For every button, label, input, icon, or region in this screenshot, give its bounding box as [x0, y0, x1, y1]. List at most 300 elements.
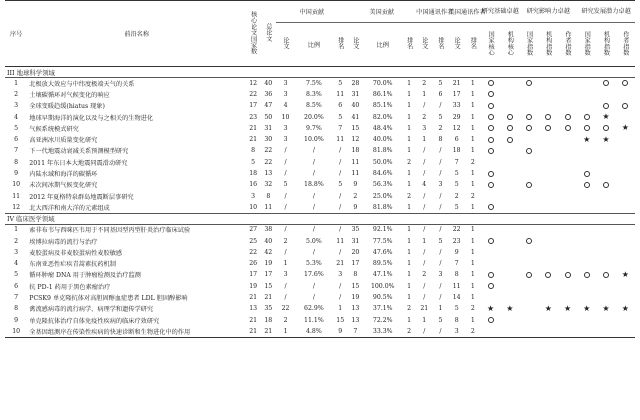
- cell-name: 循环肿瘤 DNA 用于肿瘤检测及治疗监测: [29, 272, 141, 280]
- cell-d: /: [312, 226, 315, 234]
- cell-e: 7: [338, 124, 343, 132]
- table-row: [5, 281, 635, 292]
- cell-e: 21: [336, 260, 345, 268]
- cell-j: 5: [438, 79, 443, 87]
- cell-h: 1: [407, 226, 412, 234]
- cell-i: 1: [422, 237, 427, 245]
- cell-j: /: [432, 202, 448, 213]
- cell-f: 2: [353, 192, 358, 200]
- header-no: 序号: [5, 1, 27, 67]
- cell-name: 东南亚恶性疟疾青蒿素抗药机制: [29, 261, 116, 269]
- cell-f: 40: [351, 102, 360, 110]
- cell-b: 21: [264, 293, 273, 301]
- cell-f: 28: [351, 79, 360, 87]
- header-cn-rank: 排名: [333, 23, 347, 67]
- empty-mark: [519, 157, 538, 168]
- cell-g: 48.4%: [372, 124, 393, 132]
- empty-mark: [539, 134, 558, 145]
- empty-mark: [558, 326, 577, 337]
- cell-e: 9: [333, 326, 347, 337]
- header-impact-inst: 机构指数: [539, 23, 558, 67]
- cell-i: /: [423, 147, 426, 155]
- cell-name: 全球变暖趋缓(hiatus 现象): [29, 103, 105, 111]
- empty-mark: [539, 314, 558, 325]
- empty-mark: [539, 281, 558, 292]
- cell-l: 1: [470, 271, 475, 279]
- cell-b: 47: [264, 102, 273, 110]
- cell-no: 12: [5, 202, 27, 213]
- cell-h: 2: [407, 192, 412, 200]
- circle-mark-icon: [500, 111, 519, 122]
- cell-a: 18: [249, 170, 258, 178]
- empty-mark: [577, 202, 596, 213]
- header-impact: 研究影响力卓越: [519, 1, 577, 23]
- cell-b: 30: [264, 136, 273, 144]
- cell-name: 高亚洲冰川质量变化研究: [29, 137, 98, 145]
- cell-k: 8: [454, 271, 459, 279]
- cell-no: 1: [14, 79, 19, 87]
- cell-f: 13: [351, 305, 360, 313]
- empty-mark: [539, 145, 558, 156]
- cell-g: 84.6%: [372, 170, 393, 178]
- cell-d: /: [312, 147, 315, 155]
- circle-mark-icon: [577, 168, 596, 179]
- cell-i: /: [416, 202, 432, 213]
- cell-j: 6: [438, 90, 443, 98]
- table-row: [5, 326, 635, 337]
- cell-k: 23: [452, 237, 461, 245]
- empty-mark: [481, 247, 500, 258]
- cell-name: 土壤碳循环对气候变化的响应: [29, 91, 110, 99]
- cell-d: 4.8%: [295, 326, 333, 337]
- cell-a: 22: [249, 248, 258, 256]
- cell-g: 100.0%: [370, 282, 395, 290]
- cell-a: 17: [249, 102, 258, 110]
- table-row: [5, 134, 635, 145]
- empty-mark: [539, 224, 558, 235]
- cell-d: /: [312, 192, 315, 200]
- header-basic-inst: 机构核心: [500, 23, 519, 67]
- cell-a: 21: [249, 316, 258, 324]
- header-core-country: 核心论文国家数: [246, 1, 260, 67]
- cell-k: 9: [454, 248, 459, 256]
- cell-d: /: [312, 170, 315, 178]
- cell-e: 5: [338, 181, 343, 189]
- cell-b: 8: [266, 192, 271, 200]
- empty-mark: [558, 190, 577, 201]
- cell-f: 41: [351, 113, 360, 121]
- cell-g: 47.6%: [372, 248, 393, 256]
- header-potential: 研究发展潜力卓越: [577, 1, 635, 23]
- circle-mark-icon: [481, 235, 500, 246]
- cell-b: 22: [264, 147, 273, 155]
- cell-e: 5: [338, 113, 343, 121]
- cell-i: /: [423, 170, 426, 178]
- empty-mark: [596, 202, 615, 213]
- cell-i: 21: [420, 305, 429, 313]
- star-mark-icon: ★: [621, 269, 629, 279]
- section-title: IV 临床医学领域: [5, 213, 635, 224]
- circle-mark-icon: [481, 179, 500, 190]
- star-mark-icon: ★: [602, 134, 610, 144]
- cell-l: 1: [470, 282, 475, 290]
- cell-j: /: [439, 147, 442, 155]
- star-mark-icon: ★: [602, 303, 610, 313]
- empty-mark: [539, 168, 558, 179]
- cell-a: 22: [249, 90, 258, 98]
- cell-h: 1: [407, 260, 412, 268]
- table-row: [5, 179, 635, 190]
- circle-mark-icon: [558, 111, 577, 122]
- empty-mark: [616, 314, 635, 325]
- star-mark-icon: ★: [563, 303, 572, 313]
- table-row: [5, 78, 635, 89]
- cell-k: 7: [454, 260, 459, 268]
- header-potential-author: 作者指数: [616, 23, 635, 67]
- empty-mark: [500, 168, 519, 179]
- table-row: [5, 247, 635, 258]
- circle-mark-icon: [596, 269, 615, 280]
- cell-j: 3: [438, 181, 443, 189]
- empty-mark: [539, 292, 558, 303]
- empty-mark: [481, 292, 500, 303]
- empty-mark: [500, 292, 519, 303]
- empty-mark: [500, 157, 519, 168]
- circle-mark-icon: [481, 269, 500, 280]
- empty-mark: [539, 179, 558, 190]
- cell-j: /: [439, 226, 442, 234]
- cell-no: 3: [14, 248, 19, 256]
- star-mark-icon: ★: [583, 134, 591, 144]
- cell-h: 1: [407, 90, 412, 98]
- cell-no: 3: [14, 102, 19, 110]
- empty-mark: [616, 179, 635, 190]
- circle-mark-icon: [596, 100, 615, 111]
- cell-no: 5: [14, 271, 19, 279]
- cell-l: 1: [470, 226, 475, 234]
- section-header: [5, 213, 635, 224]
- header-china-corr: 中国通讯作者: [416, 1, 448, 23]
- circle-mark-icon: [596, 179, 615, 190]
- cell-b: 22: [264, 158, 273, 166]
- cell-e: /: [339, 158, 342, 166]
- cell-name: 北大西洋和南大洋的元素组成: [27, 202, 246, 213]
- cell-f: 12: [351, 136, 360, 144]
- cell-no: 5: [14, 124, 19, 132]
- cell-name: 地球早期海洋的演化以及与之相关的生物进化: [29, 114, 154, 122]
- cell-k: 5: [454, 181, 459, 189]
- cell-name: 下一代地震动衰减关系预测模型研究: [29, 148, 129, 156]
- cell-c: 3: [283, 271, 288, 279]
- empty-mark: [558, 78, 577, 89]
- cell-c: 3: [283, 124, 288, 132]
- circle-mark-icon: [481, 281, 500, 292]
- empty-mark: [616, 292, 635, 303]
- cell-i: 1: [422, 136, 427, 144]
- cell-e: /: [339, 293, 342, 301]
- cell-e: 11: [336, 136, 345, 144]
- cell-d: 17.6%: [304, 271, 324, 279]
- cell-h: 2: [407, 305, 412, 313]
- cell-c: 5: [283, 181, 288, 189]
- cell-f: 11: [351, 170, 360, 178]
- empty-mark: [596, 157, 615, 168]
- cell-h: 1: [407, 170, 412, 178]
- table-body: [5, 67, 635, 338]
- cell-f: 19: [351, 293, 360, 301]
- cell-a: 17: [249, 271, 258, 279]
- table-row: [5, 303, 635, 314]
- cell-l: 1: [470, 102, 475, 110]
- cell-k: 5: [449, 202, 465, 213]
- cell-name: 2012 年夏格特泉群岛地震断层事研究: [29, 193, 134, 201]
- cell-b: 17: [264, 271, 273, 279]
- cell-h: 1: [407, 237, 412, 245]
- empty-mark: [577, 145, 596, 156]
- cell-c: 3: [283, 79, 288, 87]
- empty-mark: [596, 326, 615, 337]
- cell-g: 37.1%: [372, 305, 393, 313]
- empty-mark: [596, 190, 615, 201]
- circle-mark-icon: [481, 89, 500, 100]
- cell-no: 6: [14, 282, 19, 290]
- cell-f: 15: [351, 124, 360, 132]
- empty-mark: [577, 190, 596, 201]
- empty-mark: [596, 235, 615, 246]
- cell-l: 2: [470, 305, 475, 313]
- frontier-table: [5, 0, 635, 338]
- cell-c: /: [284, 282, 287, 290]
- empty-mark: [558, 235, 577, 246]
- cell-d: /: [312, 293, 315, 301]
- cell-g: 81.8%: [364, 202, 402, 213]
- cell-k: 12: [452, 124, 461, 132]
- cell-d: 62.9%: [304, 305, 324, 313]
- table-row: [5, 258, 635, 269]
- cell-i: 3: [422, 124, 427, 132]
- circle-mark-icon: [577, 179, 596, 190]
- empty-mark: [558, 224, 577, 235]
- cell-l: 1: [470, 79, 475, 87]
- circle-mark-icon: [519, 269, 538, 280]
- empty-mark: [616, 281, 635, 292]
- empty-mark: [616, 111, 635, 122]
- empty-mark: [539, 190, 558, 201]
- cell-f: 20: [351, 248, 360, 256]
- cell-c: 2: [283, 316, 288, 324]
- cell-k: 14: [452, 293, 461, 301]
- empty-mark: [539, 89, 558, 100]
- table-row: [5, 157, 635, 168]
- cell-g: 50.0%: [372, 158, 393, 166]
- header-us-paper: 论文: [347, 23, 363, 67]
- cell-a: 23: [249, 113, 258, 121]
- cell-h: 1: [407, 316, 412, 324]
- empty-mark: [519, 100, 538, 111]
- cell-d: 18.8%: [304, 181, 324, 189]
- empty-mark: [500, 78, 519, 89]
- cell-g: 90.5%: [372, 293, 393, 301]
- cell-name: 北极放大效应与中纬度极端天气的关系: [29, 80, 135, 88]
- cell-i: 2: [422, 271, 427, 279]
- cell-k: 5: [454, 305, 459, 313]
- empty-mark: [558, 247, 577, 258]
- empty-mark: [596, 89, 615, 100]
- cell-name: 内陆水域和海洋的碳循环: [29, 171, 98, 179]
- cell-i: /: [423, 226, 426, 234]
- empty-mark: [500, 247, 519, 258]
- circle-mark-icon: [481, 314, 500, 325]
- header-cnc-paper: 论文: [416, 23, 432, 67]
- cell-f: 7: [347, 326, 363, 337]
- empty-mark: [500, 281, 519, 292]
- cell-no: 7: [14, 147, 19, 155]
- empty-mark: [577, 281, 596, 292]
- circle-mark-icon: [500, 123, 519, 134]
- cell-c: 22: [281, 305, 290, 313]
- cell-d: /: [312, 248, 315, 256]
- empty-mark: [519, 326, 538, 337]
- header-impact-author: 作者指数: [558, 23, 577, 67]
- empty-mark: [577, 292, 596, 303]
- empty-mark: [577, 100, 596, 111]
- cell-k: 8: [454, 316, 459, 324]
- cell-e: /: [339, 248, 342, 256]
- circle-mark-icon: [519, 235, 538, 246]
- star-mark-icon: ★: [544, 303, 552, 313]
- cell-h: 1: [407, 248, 412, 256]
- empty-mark: [577, 78, 596, 89]
- header-cn-ratio: 比例: [295, 23, 333, 67]
- cell-c: 3: [283, 136, 288, 144]
- header-usc-rank: 排名: [465, 23, 481, 67]
- cell-a: 12: [249, 79, 258, 87]
- cell-e: /: [339, 282, 342, 290]
- star-mark-icon: ★: [583, 303, 591, 313]
- cell-no: 9: [14, 170, 19, 178]
- empty-mark: [596, 247, 615, 258]
- cell-l: 1: [465, 202, 481, 213]
- empty-mark: [616, 168, 635, 179]
- cell-b: 40: [264, 237, 273, 245]
- empty-mark: [596, 314, 615, 325]
- empty-mark: [500, 235, 519, 246]
- cell-name: 麦胶蛋病及非麦胶蛋病性麦胶敏感: [29, 249, 123, 257]
- cell-b: 13: [264, 170, 273, 178]
- empty-mark: [500, 190, 519, 201]
- cell-a: 5: [251, 158, 256, 166]
- empty-mark: [616, 224, 635, 235]
- cell-g: 92.1%: [372, 226, 393, 234]
- cell-name: PCSK9 单克隆抗体对高胆固醇血症患者 LDL 胆固醇影响: [29, 294, 188, 302]
- empty-mark: [500, 100, 519, 111]
- cell-g: 89.5%: [372, 260, 393, 268]
- cell-g: 85.1%: [372, 102, 393, 110]
- empty-mark: [481, 224, 500, 235]
- empty-mark: [481, 258, 500, 269]
- cell-g: 81.8%: [372, 147, 393, 155]
- empty-mark: [558, 202, 577, 213]
- cell-d: /: [312, 282, 315, 290]
- table-row: [5, 123, 635, 134]
- empty-mark: [558, 281, 577, 292]
- circle-mark-icon: [519, 145, 538, 156]
- cell-j: /: [439, 293, 442, 301]
- empty-mark: [500, 224, 519, 235]
- circle-mark-icon: [481, 168, 500, 179]
- cell-name: 末次间冰期气候变化研究: [29, 182, 98, 190]
- cell-e: /: [339, 170, 342, 178]
- cell-k: 7: [454, 158, 459, 166]
- cell-j: 5: [438, 113, 443, 121]
- cell-i: /: [416, 326, 432, 337]
- circle-mark-icon: [596, 123, 615, 134]
- cell-h: 1: [407, 181, 412, 189]
- empty-mark: [539, 235, 558, 246]
- cell-b: 11: [260, 202, 276, 213]
- cell-no: 11: [12, 192, 21, 200]
- empty-mark: [519, 247, 538, 258]
- cell-b: 15: [264, 282, 273, 290]
- cell-i: 1: [422, 316, 427, 324]
- empty-mark: [616, 202, 635, 213]
- empty-mark: [596, 292, 615, 303]
- cell-b: 31: [264, 124, 273, 132]
- cell-f: 9: [353, 181, 358, 189]
- cell-l: 1: [470, 124, 475, 132]
- cell-j: /: [439, 282, 442, 290]
- cell-c: /: [284, 192, 287, 200]
- header-china: 中国贡献: [276, 1, 347, 23]
- table-row: [5, 202, 635, 213]
- empty-mark: [481, 157, 500, 168]
- cell-f: 8: [353, 271, 358, 279]
- cell-a: 27: [249, 226, 258, 234]
- empty-mark: [519, 281, 538, 292]
- cell-l: 1: [470, 260, 475, 268]
- cell-k: 33: [452, 102, 461, 110]
- empty-mark: [500, 145, 519, 156]
- cell-g: 56.3%: [372, 181, 393, 189]
- cell-i: 2: [422, 79, 427, 87]
- cell-g: 82.0%: [372, 113, 393, 121]
- cell-c: /: [284, 293, 287, 301]
- empty-mark: [500, 179, 519, 190]
- cell-l: 1: [470, 248, 475, 256]
- cell-a: 10: [246, 202, 260, 213]
- circle-mark-icon: [539, 269, 558, 280]
- cell-l: 1: [470, 293, 475, 301]
- header-us-ratio: 比例: [364, 23, 402, 67]
- circle-mark-icon: [558, 269, 577, 280]
- empty-mark: [519, 292, 538, 303]
- cell-e: 15: [336, 316, 345, 324]
- circle-mark-icon: [539, 123, 558, 134]
- cell-j: /: [439, 248, 442, 256]
- circle-mark-icon: [481, 134, 500, 145]
- cell-k: 18: [452, 147, 461, 155]
- cell-a: 19: [249, 282, 258, 290]
- cell-d: 11.1%: [304, 316, 324, 324]
- header-name: 前沿名称: [27, 1, 246, 67]
- empty-mark: [577, 258, 596, 269]
- cell-i: /: [423, 282, 426, 290]
- empty-mark: [558, 134, 577, 145]
- star-mark-icon: ★: [602, 112, 610, 122]
- cell-name: 禽流感病毒的流行病学、病理学和遗传学研究: [29, 306, 154, 314]
- empty-mark: [558, 89, 577, 100]
- cell-l: 2: [470, 158, 475, 166]
